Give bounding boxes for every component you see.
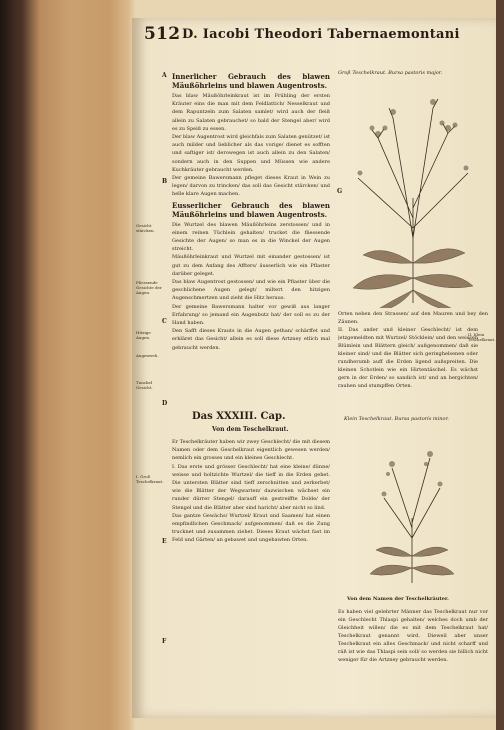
margin-note: Augenweh. xyxy=(136,353,159,358)
paragraph: I. Das erste und grösser Geschlecht/ hat eine kleine/ dünne/ weisse und holtzichte Wurtzel/ die tieff in die Erden gehet. Die untersten Blätter sind tieff zerschnitten und zerkerbet/ wie die Blätter der Wegwarten/ dazwischen wächset ein runder dürrer Stengel/ darauff ein gestreiffte Dolde/ der Stengel und die Blätter aber sind haricht/ aber nicht so lind. xyxy=(172,463,330,511)
margin-note: Tunckel Gesicht. xyxy=(136,380,153,390)
margin-note: Gesicht stärcken. xyxy=(136,223,155,233)
section-letter: A xyxy=(162,72,167,79)
page-number: 512 xyxy=(144,24,181,44)
paragraph: Der gemeine Bawersmann pfleget dieses Kraut in Wein zu legen/ darvon zu trincken/ das soll das Gesicht stärcken/ und helle klare Augen machen. xyxy=(172,175,330,198)
chapter-subtitle: Von dem Teschelkraut. xyxy=(212,426,289,433)
section-letter: D xyxy=(162,400,168,407)
plant-illustration-large xyxy=(338,78,488,308)
figure-caption: Klein Teschelkraut. Bursa pastoris minor. xyxy=(344,416,449,422)
section-letter: G xyxy=(337,188,343,195)
margin-note: II. Klein Teschelkraut. xyxy=(468,332,496,342)
figure-caption: Groß Teschelkraut. Bursa pastoris major. xyxy=(338,70,443,76)
section-letter: C xyxy=(162,318,167,325)
section-heading: Von dem Namen der Teschelkräuter. xyxy=(347,596,449,602)
book-page xyxy=(132,18,496,718)
paragraph: Den Safft dieses Krauts in die Augen gethan/ schärffet und erkläret das Gesicht/ allein es soll diese Artzney etlich mal gebraucht werden. xyxy=(172,328,330,351)
paragraph: Der blaw Augentrost wird gleichfals zum Salaten genützet/ ist auch milder und lieblicher als das vorige/ dienet es sofften und saftiger ist/ derowegen ist auch allein zu den Salaten/ sondern auch in den Suppen und Müssen wie andere Kuchkräuter gebraucht werden. xyxy=(172,134,330,173)
section-letter: B xyxy=(162,178,168,185)
paragraph: Das blaw Augentrost gestossen/ und wie ein Pflaster über die geschlichene Augen gelegt/ miltert den hitzigen Augenschmertzen und zieht die Hitz heraus. xyxy=(172,279,330,302)
left-column-bottom xyxy=(172,438,330,708)
paragraph: Der gemeine Bawersmann halter vor gewiß aus langer Erfahrung/ so jemand ein Augenbutz hat/ der soll es zu der Hand haben. xyxy=(172,303,330,327)
margin-note: I. Groß Teschelkraut. xyxy=(136,474,164,484)
paragraph: Mäußöhrleinkraut und Wurtzel mit einander gestossen/ ist gut zu dem Anfang des Affters/ äusserlich wie ein Pflaster darüber geleget. xyxy=(172,254,330,277)
section-letter: E xyxy=(162,538,167,545)
plant-illustration-small xyxy=(362,428,462,588)
chapter-title: Das XXXIII. Cap. xyxy=(192,411,286,422)
right-edge xyxy=(496,0,504,730)
margin-note: Fliessende Gesichte der Augen. xyxy=(136,280,162,295)
left-column-top xyxy=(172,70,330,402)
running-title: D. Iacobi Theodori Tabernaemontani xyxy=(182,27,460,42)
paragraph: Die Wurtzel des blawen Mäußöhrleins zerstossen/ und in einem reinen Tüchlein gehalten/ trucket die fliessende Gesichte der Augen/ so man es in die Winckel der Augen streicht. xyxy=(172,221,330,253)
paragraph: Das gantze Gewächs/ Wurtzel/ Kraut und Saamen/ hat einen empfindlichen Geschmack/ aufgenommen/ daß es die Zung trucknet und zusammen ziehet. Dieses Kraut wächst fast im Feld und Gärten/ an gebawet und ungebawten Orten. xyxy=(172,512,330,544)
paragraph: Er Teschelkräuter haben wir zwey Geschlecht/ die mit diesem Namen oder dem Geschelkraut eigentlich gewesen werden/ nemlich ein grosses und ein kleines Geschlecht. xyxy=(172,439,330,462)
paragraph: Das blaw Mäußöhrleinkraut ist im Frühling der ersten Kräuter eins die man mit dem Feldlattich/ Nesselkraut und dem Rapuntzeln zum Salaten samlet/ wird auch der fleiß allein zu Salaten gebrauchet/ so bald der Stengel aber/ wird es zu Speiß zu essen. xyxy=(172,93,330,132)
paragraph: II. Das ander und kleiner Geschlecht/ ist dem jetzgemeldten mit Wurtzel/ Stöcklein/ und den weissen Blümlein und Blättern gleich/ außgenommen/ daß sie kleiner sind/ und die Blätter sich geringhelsenen oder rundherumb auff die Erden ligend außspreiten. Die kleinen Schotlein wie ein Hirtentäschel. Es wächst gern in der Erden/ so sandich ist/ und an bergichten/ rauhen und stumpffen Orten. xyxy=(338,327,478,389)
paragraph: Es haben viel gelehrter Männer das Teschelkraut nur vor ein Geschlecht Thlaspi gehalten/ welches doch umb der Gleichheit willen/ die es mit dem Teschelkraut hat/ Teschelkraut genannt wird. Dieweil aber unser Teschelkraut ein alles Geschmack/ und nicht scharff und räß ist wie das Thlaspi sein soll/ so werden sie billich nicht weniger für die Artzney gebraucht werden. xyxy=(338,609,488,663)
margin-note: Hitzige Augen. xyxy=(136,330,151,340)
page-header xyxy=(144,24,484,48)
book-binding xyxy=(0,0,14,730)
section-heading: Eusserlicher Gebrauch des blawen Mäußöhrleins und blawen Augentrosts. xyxy=(172,200,330,219)
figure-caption-continued: Orten neben den Strassen/ auf den Mauren und bey den Zäunen. xyxy=(338,311,488,325)
section-heading: Innerlicher Gebrauch des blawen Mäußöhrleins und blawen Augentrosts. xyxy=(172,72,330,90)
section-letter: F xyxy=(162,638,167,645)
